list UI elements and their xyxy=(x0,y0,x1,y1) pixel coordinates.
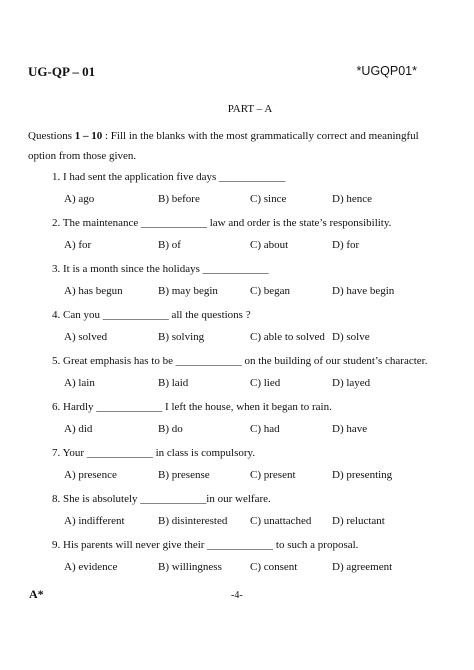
option-a: A) evidence xyxy=(64,561,118,573)
option-c: C) about xyxy=(250,239,289,251)
question-item xyxy=(52,400,452,446)
option-d: D) agreement xyxy=(332,561,393,573)
question-text: 5. Great emphasis has to be ____________ on the building of our student’s character. xyxy=(52,355,428,367)
question-text: 2. The maintenance ____________ law and order is the state’s responsibility. xyxy=(52,217,392,229)
option-b: B) willingness xyxy=(158,561,222,573)
option-d: D) solve xyxy=(332,331,370,343)
option-row xyxy=(52,192,452,208)
question-text: 8. She is absolutely ____________in our welfare. xyxy=(52,493,271,505)
question-item xyxy=(52,446,452,492)
option-row xyxy=(52,468,452,484)
option-d: D) reluctant xyxy=(332,515,385,527)
option-c: C) since xyxy=(250,193,287,205)
question-item xyxy=(52,492,452,538)
option-a: A) has begun xyxy=(64,285,123,297)
option-a: A) for xyxy=(64,239,92,251)
question-item xyxy=(52,216,452,262)
option-row xyxy=(52,560,452,576)
option-b: B) solving xyxy=(158,331,205,343)
option-a: A) indifferent xyxy=(64,515,125,527)
option-row xyxy=(52,330,452,346)
part-title: PART – A xyxy=(227,103,273,115)
question-text: 1. I had sent the application five days ____________ xyxy=(52,171,286,183)
option-d: D) have begin xyxy=(332,285,395,297)
option-d: D) for xyxy=(332,239,360,251)
page-number: -4- xyxy=(231,590,243,601)
option-b: B) do xyxy=(158,423,183,435)
question-list xyxy=(52,170,452,584)
option-c: C) began xyxy=(250,285,291,297)
option-c: C) consent xyxy=(250,561,298,573)
paper-code: UG-QP – 01 xyxy=(28,64,96,79)
instructions-text: : Fill in the blanks with the most grammatically correct and meaningful option from those given. xyxy=(28,130,419,162)
question-text: 3. It is a month since the holidays ____________ xyxy=(52,263,269,275)
option-d: D) hence xyxy=(332,193,373,205)
question-item xyxy=(52,308,452,354)
footer-series-code: A* xyxy=(29,587,44,601)
instructions-prefix: Questions xyxy=(28,130,75,142)
option-row xyxy=(52,376,452,392)
option-b: B) presense xyxy=(158,469,210,481)
option-c: C) lied xyxy=(250,377,281,389)
option-b: B) before xyxy=(158,193,200,205)
question-item xyxy=(52,538,452,584)
option-c: C) able to solved xyxy=(250,331,325,343)
option-c: C) unattached xyxy=(250,515,312,527)
instructions xyxy=(28,126,428,166)
option-row xyxy=(52,514,452,530)
question-text: 9. His parents will never give their ____________ to such a proposal. xyxy=(52,539,359,551)
option-c: C) had xyxy=(250,423,280,435)
question-text: 6. Hardly ____________ I left the house, when it began to rain. xyxy=(52,401,332,413)
option-b: B) laid xyxy=(158,377,189,389)
option-a: A) solved xyxy=(64,331,108,343)
option-b: B) disinterested xyxy=(158,515,228,527)
option-a: A) presence xyxy=(64,469,117,481)
option-a: A) did xyxy=(64,423,93,435)
instructions-range: 1 – 10 xyxy=(74,130,103,142)
question-item xyxy=(52,354,452,400)
option-d: D) layed xyxy=(332,377,371,389)
question-text: 7. Your ____________ in class is compulsory. xyxy=(52,447,256,459)
paper-barcode-code: *UGQP01* xyxy=(356,64,417,78)
option-a: A) lain xyxy=(64,377,95,389)
option-row xyxy=(52,238,452,254)
option-a: A) ago xyxy=(64,193,95,205)
option-d: D) presenting xyxy=(332,469,393,481)
option-c: C) present xyxy=(250,469,296,481)
option-b: B) may begin xyxy=(158,285,218,297)
option-row xyxy=(52,422,452,438)
option-d: D) have xyxy=(332,423,368,435)
question-item xyxy=(52,170,452,216)
option-b: B) of xyxy=(158,239,181,251)
question-text: 4. Can you ____________ all the questions ? xyxy=(52,309,251,321)
question-item xyxy=(52,262,452,308)
option-row xyxy=(52,284,452,300)
